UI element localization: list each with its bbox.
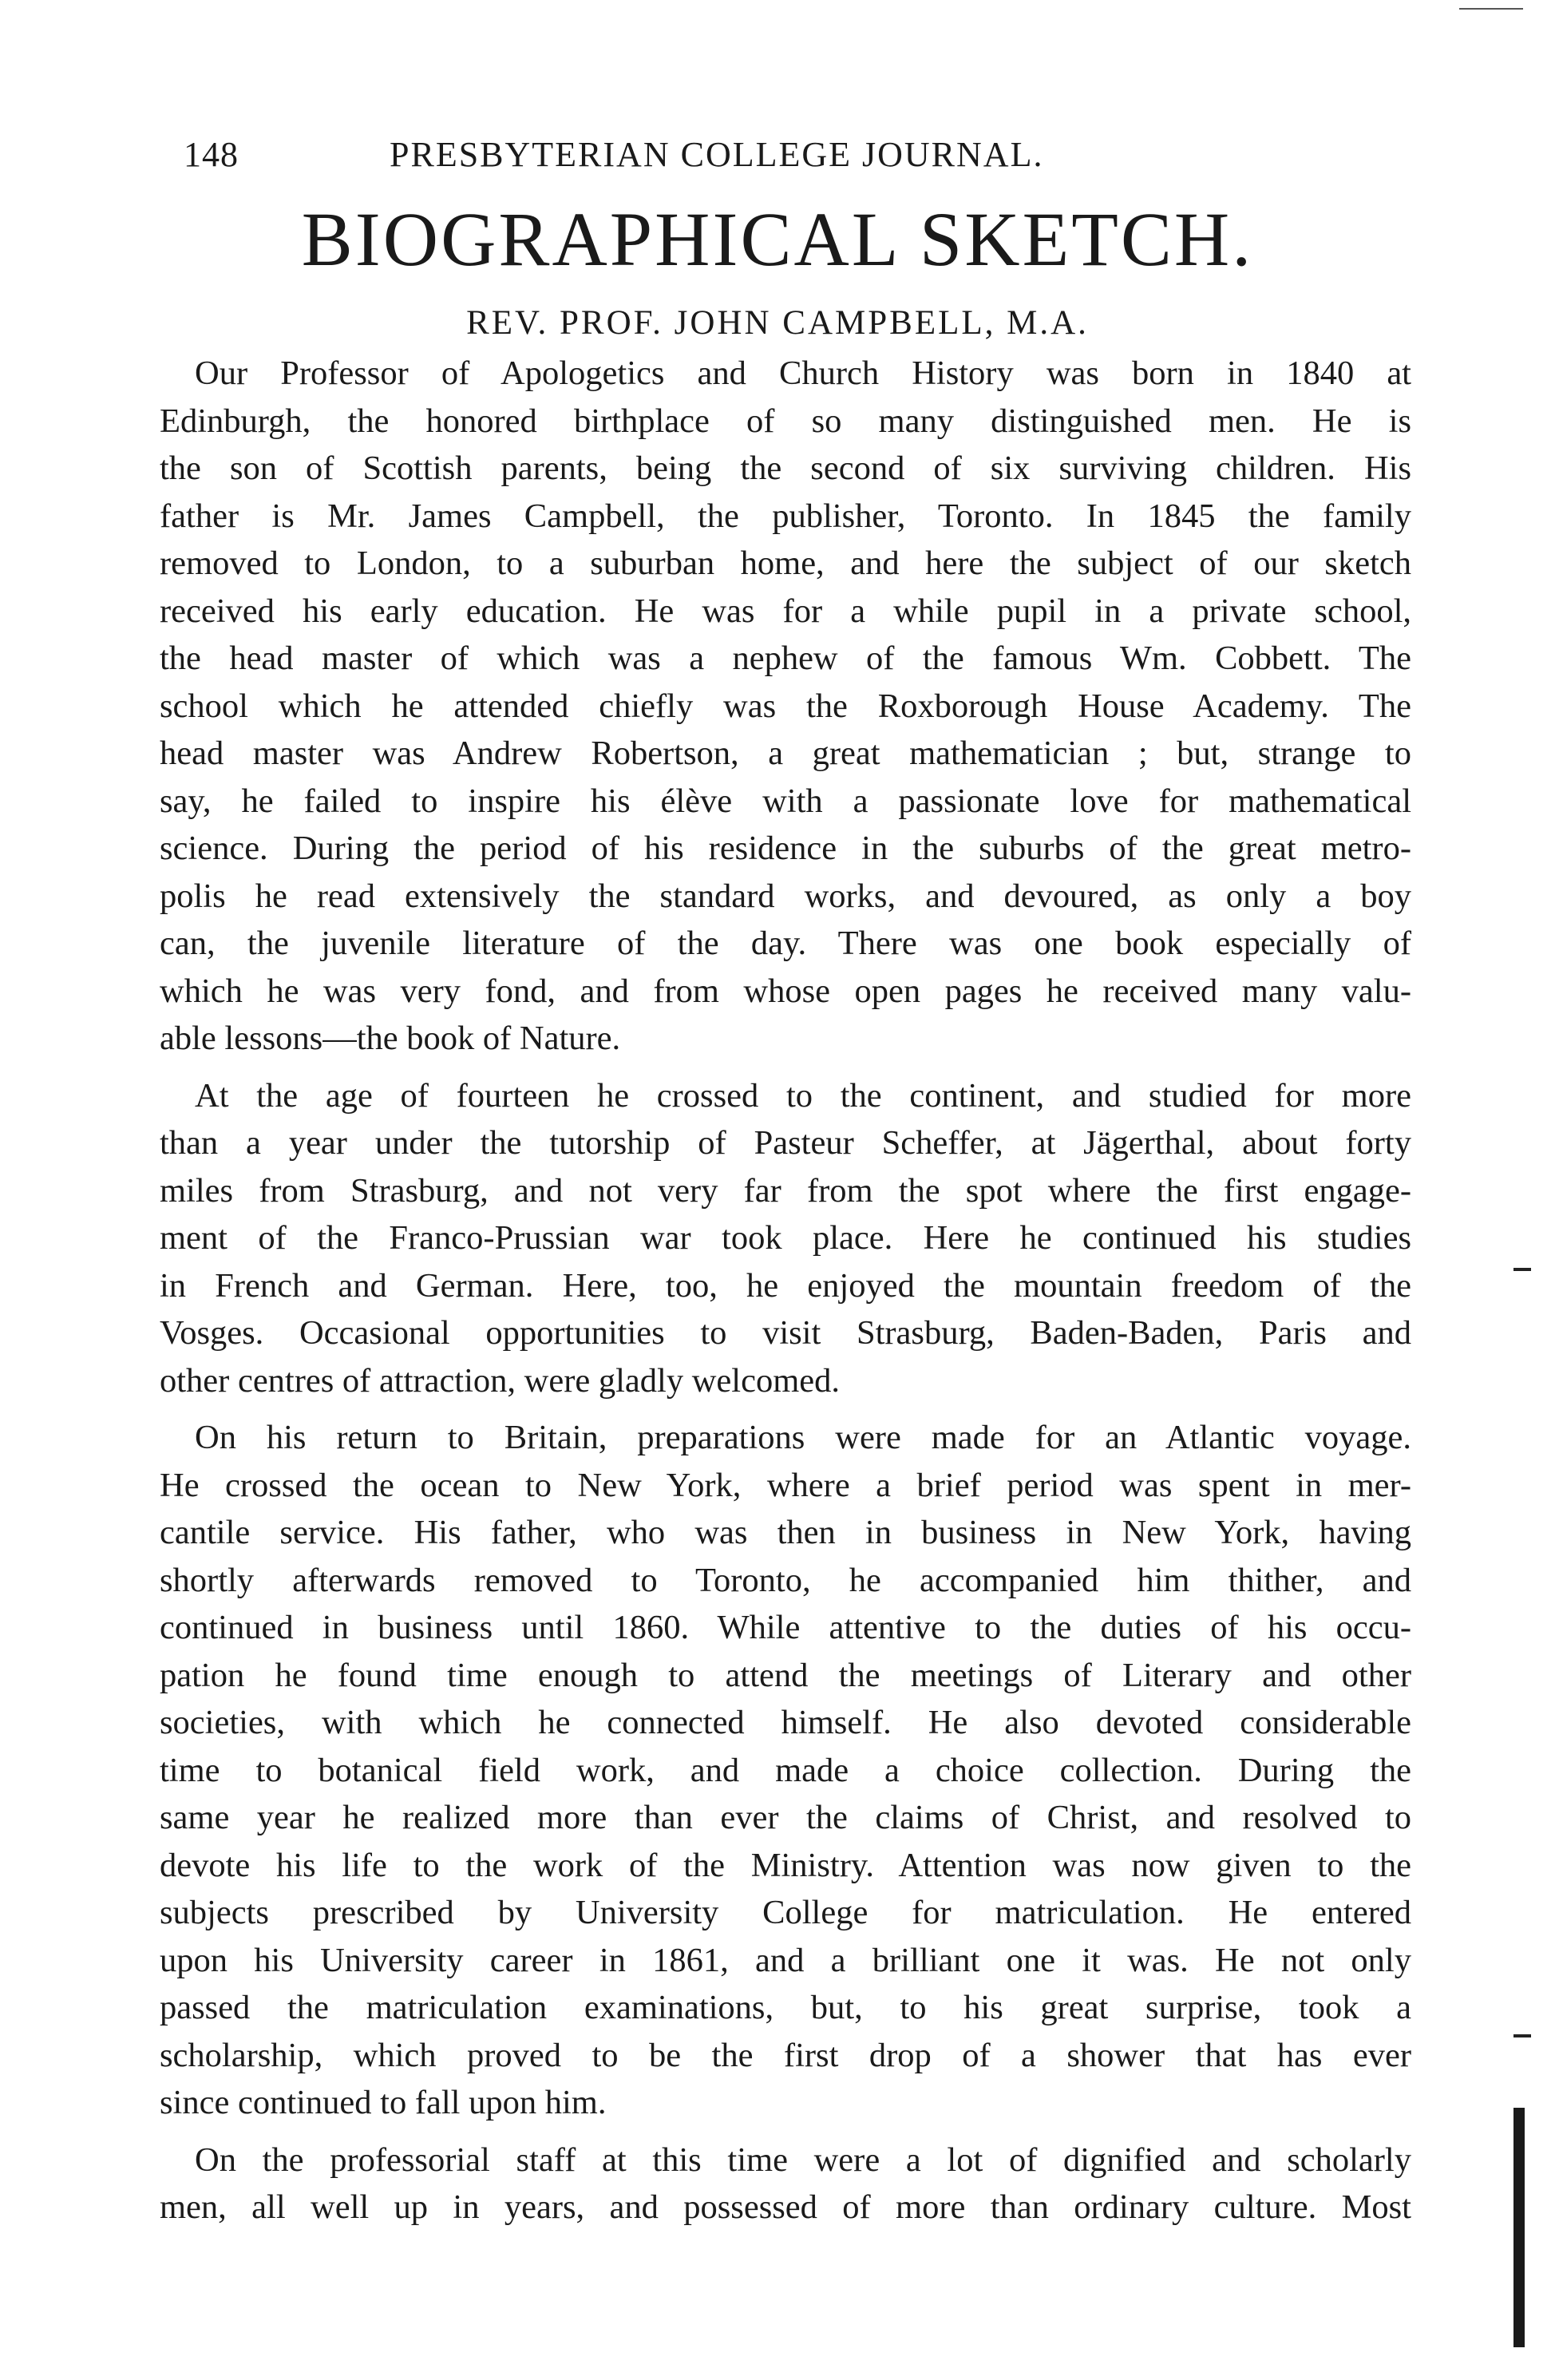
article-byline: REV. PROF. JOHN CAMPBELL, M.A. bbox=[466, 304, 1089, 342]
text-line: ment of the Franco-Prussian war took place. Here he continued his studies bbox=[160, 1219, 1411, 1257]
paragraph bbox=[160, 350, 1411, 1063]
text-line: Our Professor of Apologetics and Church History was born in 1840 at bbox=[195, 354, 1411, 392]
text-line: can, the juvenile literature of the day. There was one book especially of bbox=[160, 925, 1411, 962]
text-line: since continued to fall upon him. bbox=[160, 2084, 607, 2121]
article-title: BIOGRAPHICAL SKETCH. bbox=[301, 196, 1254, 282]
text-line: upon his University career in 1861, and a brilliant one it was. He not only bbox=[160, 1941, 1411, 1979]
text-line: pation he found time enough to attend the meetings of Literary and other bbox=[160, 1656, 1411, 1694]
text-line: science. During the period of his residence in the suburbs of the great metro- bbox=[160, 830, 1411, 867]
text-line: say, he failed to inspire his élève with a passionate love for mathematical bbox=[160, 782, 1411, 820]
text-line: received his early education. He was for a while pupil in a private school, bbox=[160, 592, 1411, 630]
text-line: On the professorial staff at this time were a lot of dignified and scholarly bbox=[195, 2140, 1411, 2179]
running-head bbox=[184, 134, 1421, 182]
text-line: time to botanical field work, and made a choice collection. During the bbox=[160, 1751, 1411, 1789]
paragraph bbox=[160, 1414, 1411, 2127]
text-line: shortly afterwards removed to Toronto, he accompanied him thither, and bbox=[160, 1561, 1411, 1599]
text-line: removed to London, to a suburban home, and here the subject of our sketch bbox=[160, 545, 1411, 582]
text-line: societies, with which he connected himself. He also devoted considerable bbox=[160, 1704, 1411, 1741]
text-line: At the age of fourteen he crossed to the continent, and studied for more bbox=[195, 1076, 1411, 1115]
text-line: the head master of which was a nephew of the famous Wm. Cobbett. The bbox=[160, 640, 1411, 677]
margin-tick bbox=[1513, 2034, 1531, 2037]
text-line: other centres of attraction, were gladly welcomed. bbox=[160, 1361, 840, 1400]
text-line: continued in business until 1860. While attentive to the duties of his occu- bbox=[160, 1609, 1411, 1646]
text-line: able lessons—the book of Nature. bbox=[160, 1020, 621, 1057]
paragraph bbox=[160, 2136, 1411, 2231]
text-line: subjects prescribed by University College for matriculation. He entered bbox=[160, 1894, 1411, 1931]
text-line: than a year under the tutorship of Pasteur Scheffer, at Jägerthal, about forty bbox=[160, 1124, 1411, 1162]
text-line: On his return to Britain, preparations were made for an Atlantic voyage. bbox=[195, 1419, 1411, 1456]
article-body bbox=[160, 350, 1411, 2231]
text-line: polis he read extensively the standard works, and devoured, as only a boy bbox=[160, 877, 1411, 915]
margin-tick bbox=[1513, 1268, 1531, 1271]
paragraph bbox=[160, 1072, 1411, 1405]
text-line: He crossed the ocean to New York, where a brief period was spent in mer- bbox=[160, 1466, 1411, 1504]
text-line: passed the matriculation examinations, but, to his great surprise, took a bbox=[160, 1989, 1411, 2026]
text-line: scholarship, which proved to be the first drop of a shower that has ever bbox=[160, 2036, 1411, 2074]
text-line: head master was Andrew Robertson, a great mathematician ; but, strange to bbox=[160, 735, 1411, 772]
text-line: same year he realized more than ever the claims of Christ, and resolved to bbox=[160, 1799, 1411, 1836]
journal-title: PRESBYTERIAN COLLEGE JOURNAL. bbox=[390, 135, 1044, 174]
page-number: 148 bbox=[184, 135, 239, 174]
text-line: in French and German. Here, too, he enjoyed the mountain freedom of the bbox=[160, 1266, 1411, 1305]
text-line: school which he attended chiefly was the Roxborough House Academy. The bbox=[160, 687, 1411, 725]
text-line: Vosges. Occasional opportunities to visit Strasburg, Baden-Baden, Paris and bbox=[160, 1314, 1411, 1352]
scan-edge-rule bbox=[1459, 8, 1523, 10]
text-line: Edinburgh, the honored birthplace of so many distinguished men. He is bbox=[160, 402, 1411, 440]
text-line: men, all well up in years, and possessed of more than ordinary culture. Most bbox=[160, 2188, 1411, 2226]
text-line: father is Mr. James Campbell, the publisher, Toronto. In 1845 the family bbox=[160, 497, 1411, 535]
text-line: devote his life to the work of the Ministry. Attention was now given to the bbox=[160, 1846, 1411, 1884]
text-line: miles from Strasburg, and not very far from the spot where the first engage- bbox=[160, 1171, 1411, 1210]
text-line: which he was very fond, and from whose open pages he received many valu- bbox=[160, 972, 1411, 1010]
text-line: cantile service. His father, who was then in business in New York, having bbox=[160, 1514, 1411, 1551]
margin-mark bbox=[1513, 2108, 1525, 2347]
text-line: the son of Scottish parents, being the second of six surviving children. His bbox=[160, 449, 1411, 487]
